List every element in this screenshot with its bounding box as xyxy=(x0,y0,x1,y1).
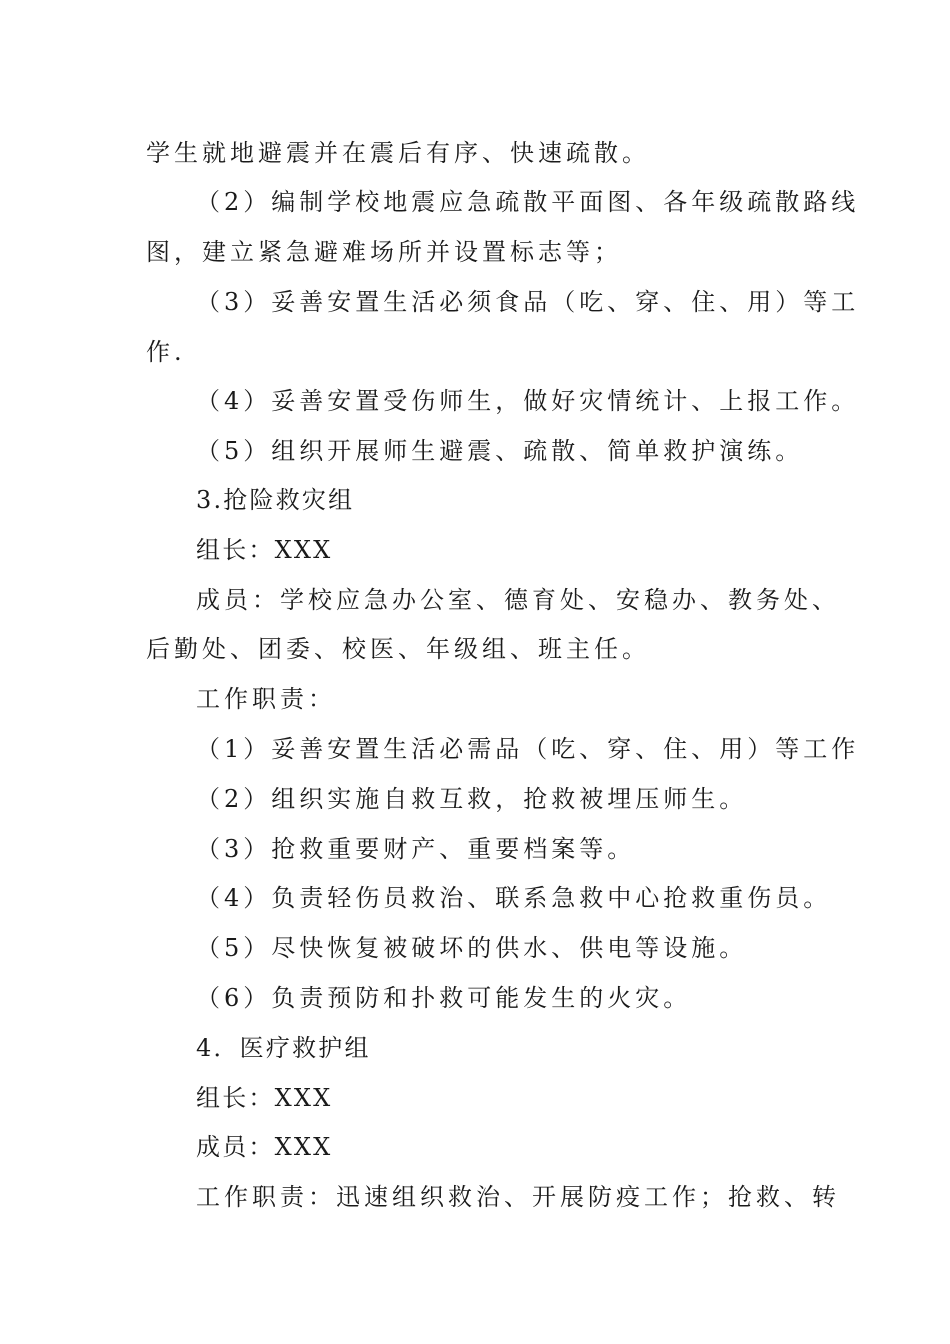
text-line: （3）妥善安置生活必须食品（吃、穿、住、用）等工 xyxy=(196,288,860,316)
text-line: 学生就地避震并在震后有序、快速疏散。 xyxy=(146,139,650,167)
text-line: （5）组织开展师生避震、疏散、简单救护演练。 xyxy=(196,437,804,465)
text-line: （4）妥善安置受伤师生，做好灾情统计、上报工作。 xyxy=(196,387,860,415)
text-line: 作. xyxy=(146,338,186,366)
text-line: 后勤处、团委、校医、年级组、班主任。 xyxy=(146,635,650,663)
text-line: （6）负责预防和扑救可能发生的火灾。 xyxy=(196,984,692,1012)
text-line: 图，建立紧急避难场所并设置标志等； xyxy=(146,238,622,266)
text-line: 成员：XXX xyxy=(196,1133,333,1161)
text-line: （1）妥善安置生活必需品（吃、穿、住、用）等工作 xyxy=(196,735,860,763)
text-line: 工作职责：迅速组织救治、开展防疫工作；抢救、转 xyxy=(196,1183,840,1211)
text-line: （2）编制学校地震应急疏散平面图、各年级疏散路线 xyxy=(196,188,860,216)
text-line: （5）尽快恢复被破坏的供水、供电等设施。 xyxy=(196,934,748,962)
text-line: （4）负责轻伤员救治、联系急救中心抢救重伤员。 xyxy=(196,884,832,912)
section-heading: 3.抢险救灾组 xyxy=(196,486,355,514)
text-line: （3）抢救重要财产、重要档案等。 xyxy=(196,835,636,863)
text-line: 工作职责： xyxy=(196,685,336,713)
text-line: 组长：XXX xyxy=(196,536,333,564)
text-line: 成员：学校应急办公室、德育处、安稳办、教务处、 xyxy=(196,586,840,614)
text-line: 组长：XXX xyxy=(196,1084,333,1112)
text-line: （2）组织实施自救互救，抢救被埋压师生。 xyxy=(196,785,748,813)
section-heading: 4．医疗救护组 xyxy=(196,1034,371,1062)
